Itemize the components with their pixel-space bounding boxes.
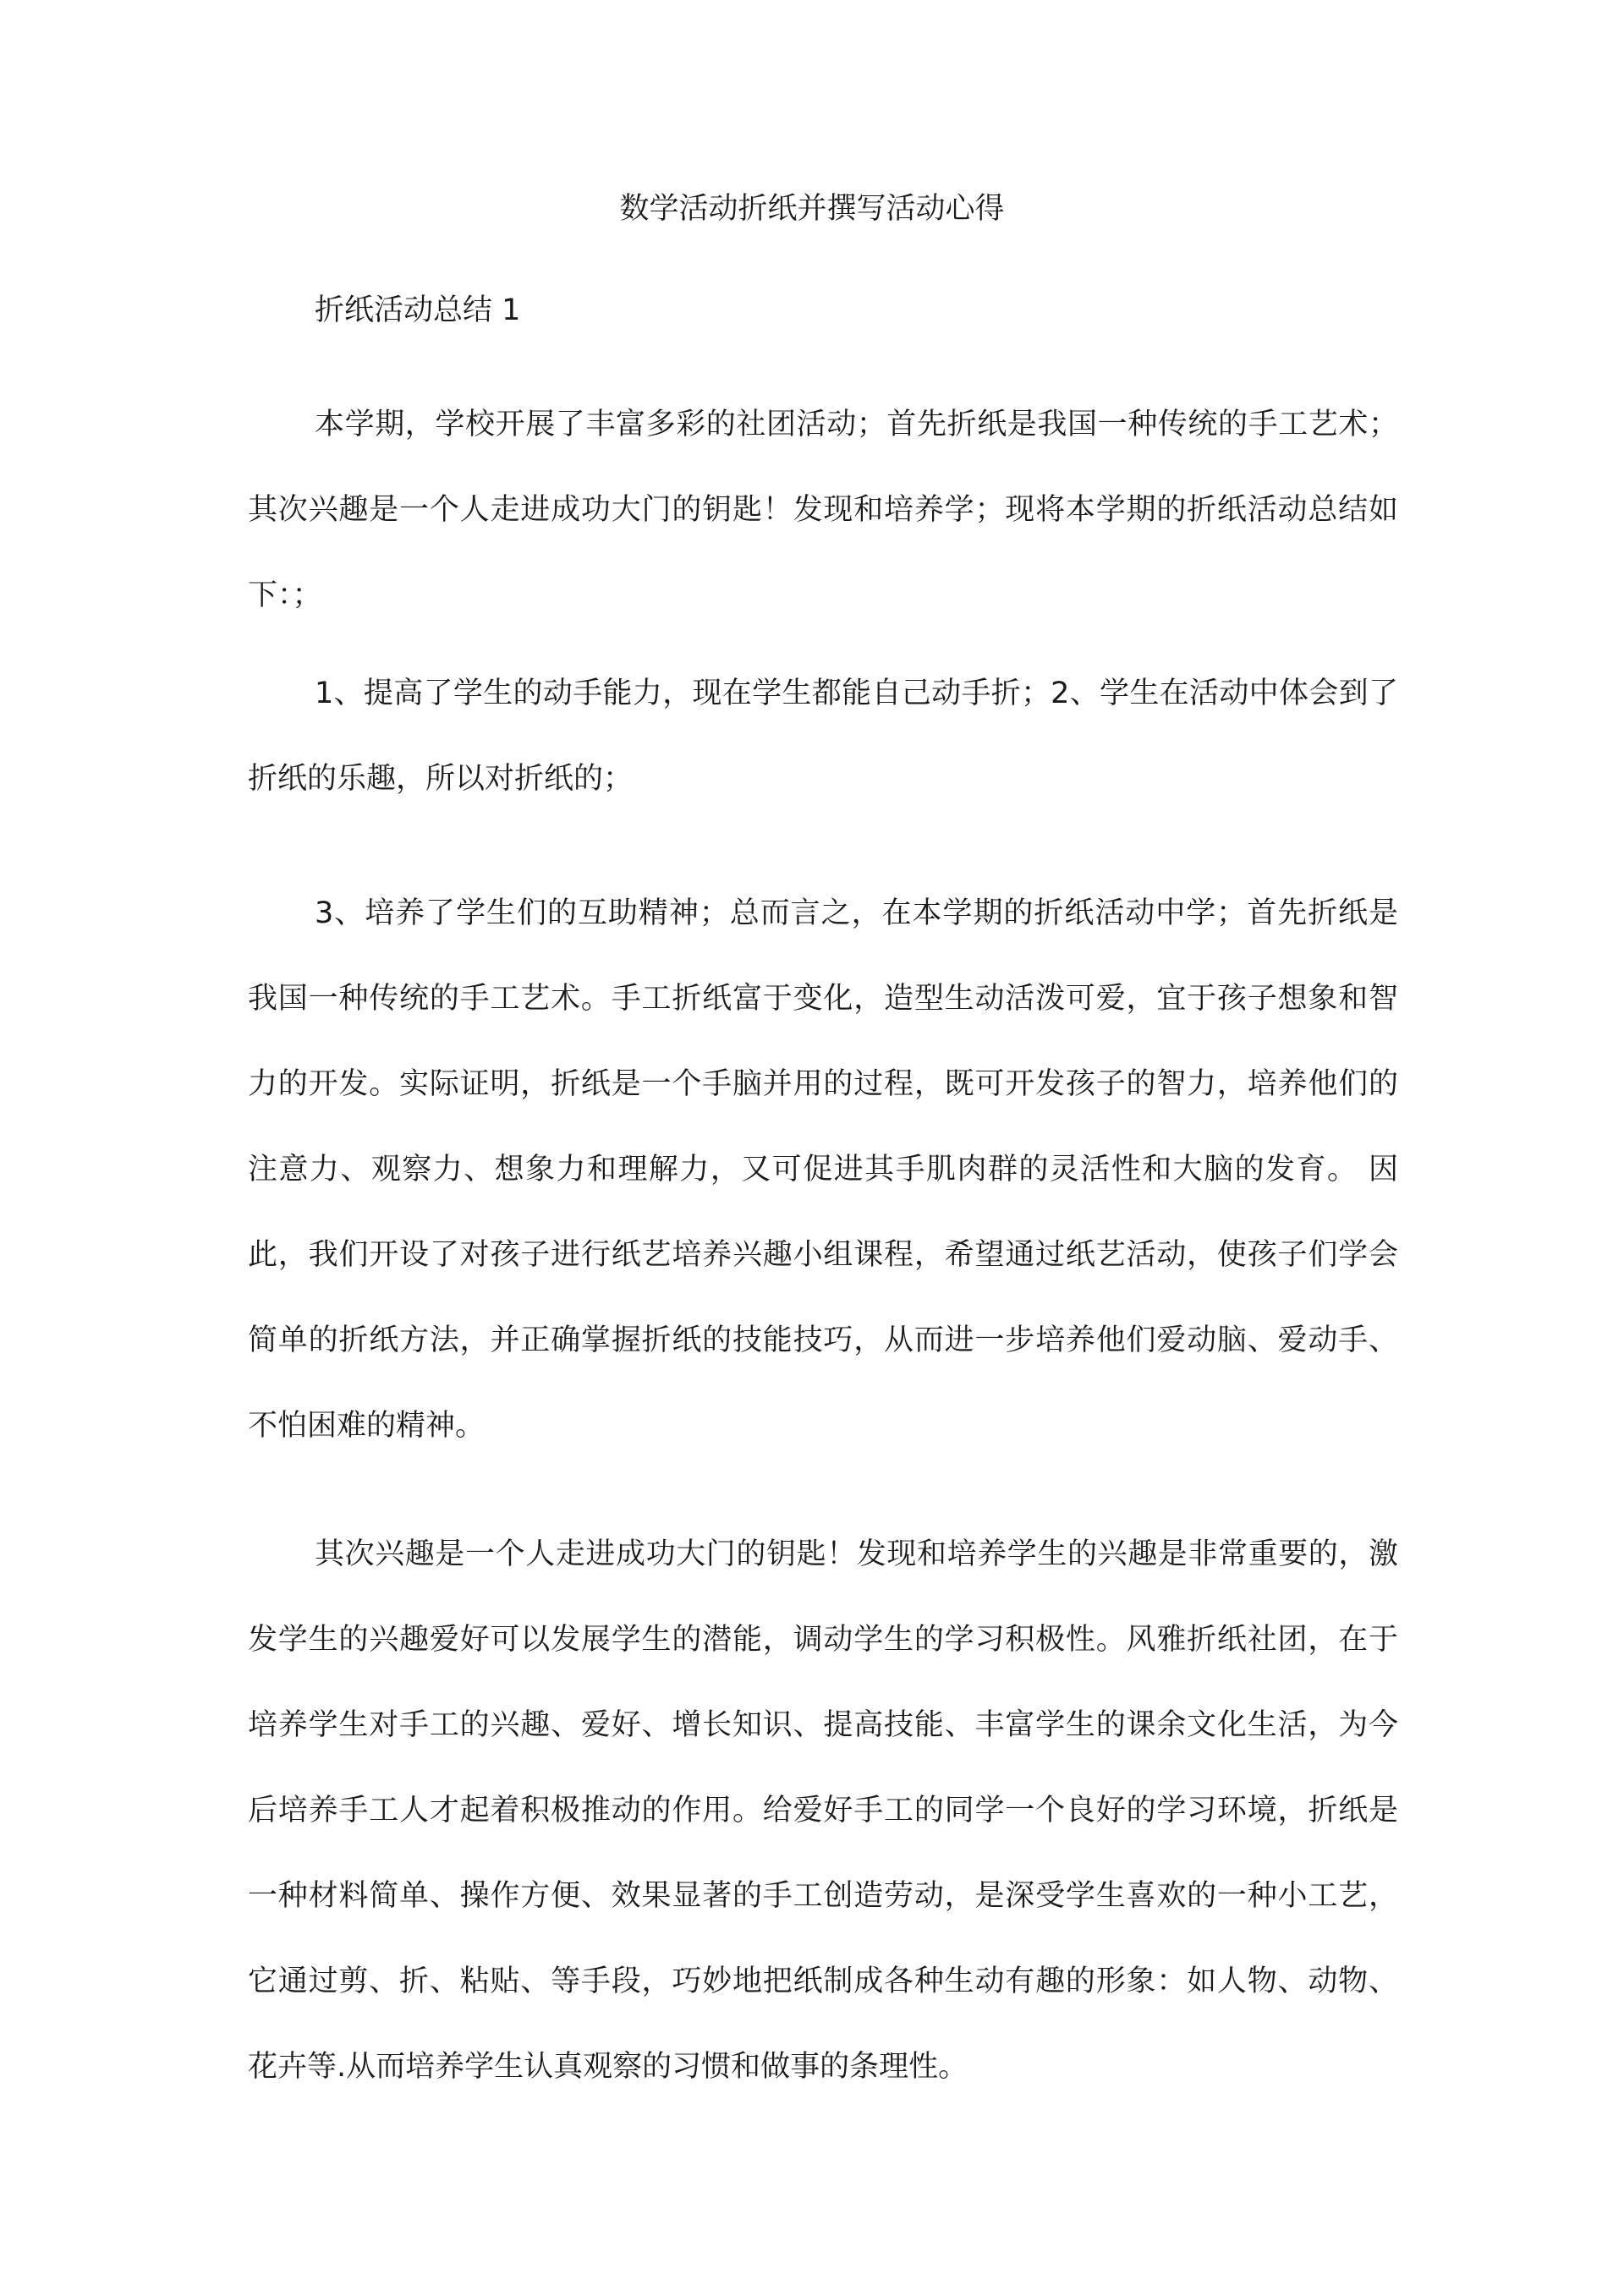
paragraph-interest: 其次兴趣是一个人走进成功大门的钥匙！发现和培养学生的兴趣是非常重要的，激发学生的兴趣爱好可以发展学生的潜能，调动学生的学习积极性。风雅折纸社团，在于培养学生对手工的兴趣、爱好、增长知识、提高技能、丰富学生的课余文化生活，为今后培养手工人才起着积极推动的作用。给爱好手工的同学一个良好的学习环境，折纸是一种材料简单、操作方便、效果显著的手工创造劳动，是深受学生喜欢的一种小工艺，它通过剪、折、粘贴、等手段，巧妙地把纸制成各种生动有趣的形象：如人物、动物、花卉等.从而培养学生认真观察的习惯和做事的条理性。	[248, 1537, 1398, 2084]
paragraph-point-3: 3、培养了学生们的互助精神；总而言之，在本学期的折纸活动中学；首先折纸是我国一种传统的手工艺术。手工折纸富于变化，造型生动活泼可爱，宜于孩子想象和智力的开发。实际证明，折纸是一个手脑并用的过程，既可开发孩子的智力，培养他们的注意力、观察力、想象力和理解力，又可促进其手肌肉群的灵活性和大脑的发育。 因此，我们开设了对孩子进行纸艺培养兴趣小组课程，希望通过纸艺活动，使孩子们学会简单的折纸方法，并正确掌握折纸的技能技巧，从而进一步培养他们爱动脑、爱动手、不怕困难的精神。	[248, 896, 1398, 1443]
section-heading: 折纸活动总结 1	[315, 293, 521, 327]
paragraph-point-1-2: 1、提高了学生的动手能力，现在学生都能自己动手折；2、学生在活动中体会到了折纸的乐趣，所以对折纸的；	[248, 677, 1398, 796]
document-title: 数学活动折纸并撰写活动心得	[619, 192, 1005, 226]
paragraph-intro: 本学期，学校开展了丰富多彩的社团活动；首先折纸是我国一种传统的手工艺术；其次兴趣是一个人走进成功大门的钥匙！发现和培养学；现将本学期的折纸活动总结如下：；	[248, 408, 1398, 612]
